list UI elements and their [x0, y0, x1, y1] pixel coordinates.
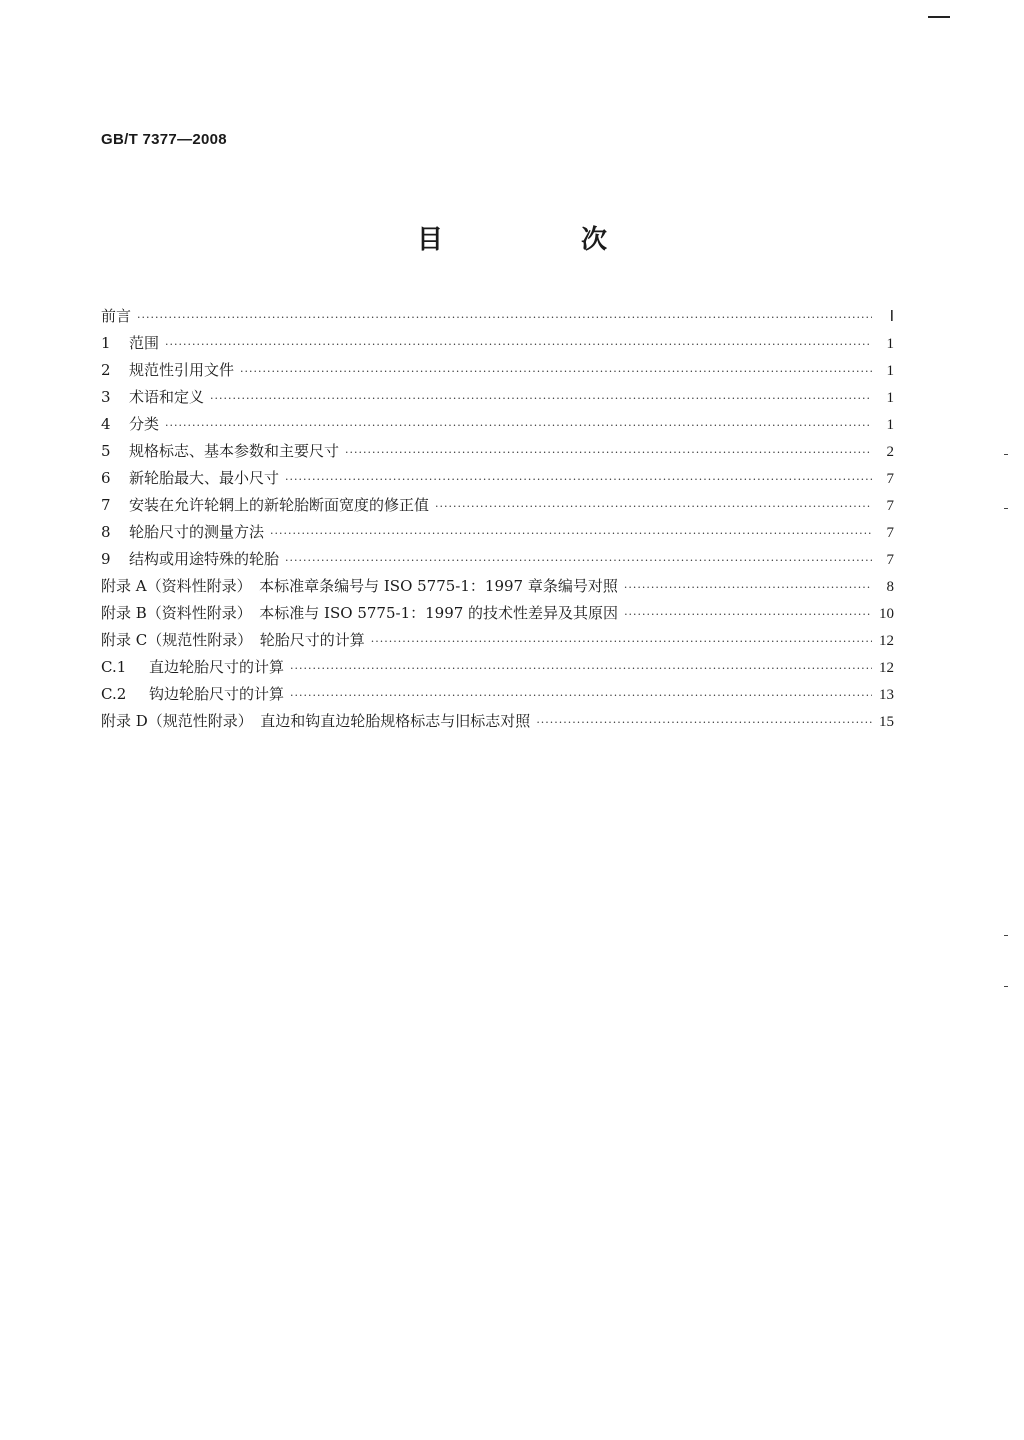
- toc-number: C.1: [101, 658, 127, 676]
- scan-speck: [1004, 935, 1008, 936]
- dot-leader: [270, 520, 872, 547]
- toc-entry-9[interactable]: [101, 546, 894, 573]
- dot-leader: [137, 304, 872, 331]
- toc-entry-annex-b[interactable]: [101, 600, 894, 627]
- toc-page-number: 8: [886, 579, 894, 595]
- toc-label: 附录 B（资料性附录） 本标准与 ISO 5775-1：1997 的技术性差异及其原因: [101, 604, 619, 622]
- toc-page-number: 1: [886, 390, 894, 406]
- toc-label: 规范性引用文件: [129, 361, 235, 379]
- toc-number: 1: [101, 334, 111, 352]
- toc-page-number: 13: [879, 687, 894, 703]
- dot-leader: [290, 655, 872, 682]
- toc-entry-4[interactable]: [101, 411, 894, 438]
- dot-leader: [371, 628, 872, 655]
- toc-label: 新轮胎最大、最小尺寸: [129, 469, 280, 487]
- toc-label: 附录 A（资料性附录） 本标准章条编号与 ISO 5775-1：1997 章条编号对照: [101, 577, 618, 595]
- toc-label: 结构或用途特殊的轮胎: [129, 550, 280, 568]
- toc-number: 9: [101, 550, 111, 568]
- toc-number: 8: [101, 523, 111, 541]
- toc-number: 3: [101, 388, 111, 406]
- dot-leader: [165, 412, 872, 439]
- toc-entry-annex-d[interactable]: [101, 708, 894, 735]
- toc-page-number: 12: [879, 660, 894, 676]
- toc-label: 直边轮胎尺寸的计算: [149, 658, 285, 676]
- scan-speck: [1004, 508, 1008, 509]
- toc-label: 附录 D（规范性附录） 直边和钩直边轮胎规格标志与旧标志对照: [101, 712, 531, 730]
- scan-mark: [928, 16, 950, 18]
- toc-label: 范围: [129, 334, 160, 352]
- dot-leader: [624, 601, 872, 628]
- toc-page-number: 7: [886, 498, 894, 514]
- toc-label: 钩边轮胎尺寸的计算: [149, 685, 285, 703]
- toc-title: 目 次: [416, 225, 663, 255]
- toc-number: 6: [101, 469, 111, 487]
- toc-number: 5: [101, 442, 111, 460]
- toc-label: 轮胎尺寸的测量方法: [129, 523, 265, 541]
- toc-entry-2[interactable]: [101, 357, 894, 384]
- toc-page-number: 7: [886, 471, 894, 487]
- toc-entry-8[interactable]: [101, 519, 894, 546]
- toc-page-number: 1: [886, 363, 894, 379]
- scan-speck: [1004, 454, 1008, 455]
- dot-leader: [536, 709, 872, 736]
- dot-leader: [165, 331, 872, 358]
- toc-label: 附录 C（规范性附录） 轮胎尺寸的计算: [101, 631, 365, 649]
- toc-number: 7: [101, 496, 111, 514]
- dot-leader: [210, 385, 872, 412]
- dot-leader: [285, 547, 872, 574]
- dot-leader: [624, 574, 872, 601]
- toc-label: 分类: [129, 415, 160, 433]
- toc-number: C.2: [101, 685, 127, 703]
- dot-leader: [290, 682, 872, 709]
- dot-leader: [240, 358, 872, 385]
- toc-entry-1[interactable]: [101, 330, 894, 357]
- toc-entry-6[interactable]: [101, 465, 894, 492]
- toc-entry-7[interactable]: [101, 492, 894, 519]
- toc-label: 安装在允许轮辋上的新轮胎断面宽度的修正值: [129, 496, 430, 514]
- standard-code: GB/T 7377—2008: [101, 131, 227, 148]
- toc-label: 前言: [101, 307, 132, 325]
- toc-page-number: 2: [886, 444, 894, 460]
- toc-entry-c1[interactable]: [101, 654, 894, 681]
- toc-page-number: 7: [886, 552, 894, 568]
- toc-page-number: 1: [886, 336, 894, 352]
- toc-page-number: 12: [879, 633, 894, 649]
- toc-label: 规格标志、基本参数和主要尺寸: [129, 442, 340, 460]
- toc-label: 术语和定义: [129, 388, 205, 406]
- toc-entry-annex-c[interactable]: [101, 627, 894, 654]
- dot-leader: [345, 439, 872, 466]
- toc-entry-5[interactable]: [101, 438, 894, 465]
- toc-page-number: 7: [886, 525, 894, 541]
- toc-entry-foreword[interactable]: [101, 303, 894, 330]
- dot-leader: [435, 493, 872, 520]
- toc-number: 2: [101, 361, 111, 379]
- toc-number: 4: [101, 415, 111, 433]
- toc-entry-3[interactable]: [101, 384, 894, 411]
- table-of-contents: [101, 303, 894, 735]
- toc-entry-annex-a[interactable]: [101, 573, 894, 600]
- dot-leader: [285, 466, 872, 493]
- toc-page-number: 15: [879, 714, 894, 730]
- scan-speck: [1004, 986, 1008, 987]
- toc-page-number: 10: [879, 606, 894, 622]
- toc-page-number: 1: [886, 417, 894, 433]
- toc-page-number: Ⅰ: [889, 309, 894, 325]
- toc-entry-c2[interactable]: [101, 681, 894, 708]
